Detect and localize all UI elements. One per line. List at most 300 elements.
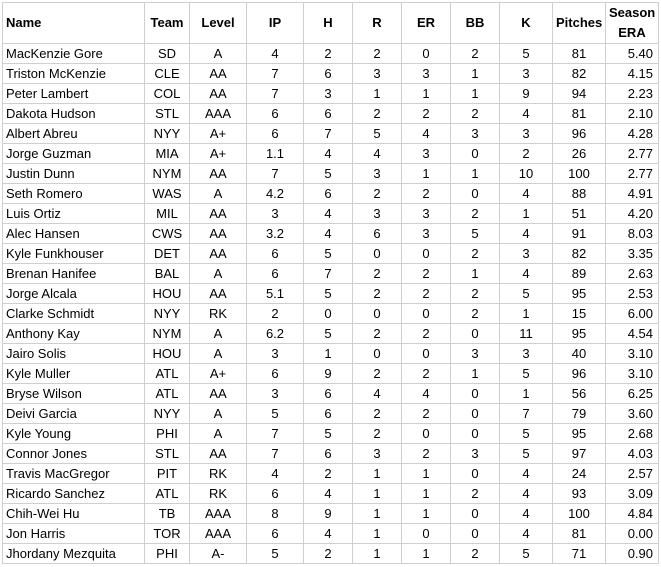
column-header-team[interactable]: Team <box>145 3 190 44</box>
cell-team[interactable]: NYY <box>145 404 190 424</box>
cell-r[interactable]: 2 <box>353 104 402 124</box>
cell-er[interactable]: 2 <box>402 404 451 424</box>
cell-bb[interactable]: 0 <box>451 404 500 424</box>
cell-pitches[interactable]: 95 <box>553 324 606 344</box>
cell-level[interactable]: A <box>190 344 247 364</box>
column-header-bb[interactable]: BB <box>451 3 500 44</box>
cell-h[interactable]: 6 <box>304 384 353 404</box>
cell-k[interactable]: 1 <box>500 304 553 324</box>
cell-er[interactable]: 3 <box>402 64 451 84</box>
cell-k[interactable]: 1 <box>500 384 553 404</box>
column-header-season-era[interactable] <box>606 3 659 44</box>
cell-h[interactable]: 6 <box>304 64 353 84</box>
cell-bb[interactable]: 0 <box>451 504 500 524</box>
cell-ip[interactable]: 6 <box>247 524 304 544</box>
cell-k[interactable]: 5 <box>500 444 553 464</box>
cell-bb[interactable]: 0 <box>451 384 500 404</box>
cell-team[interactable]: NYY <box>145 124 190 144</box>
cell-team[interactable]: STL <box>145 444 190 464</box>
cell-name[interactable]: Clarke Schmidt <box>3 304 145 324</box>
cell-team[interactable]: SD <box>145 44 190 64</box>
cell-name[interactable]: Deivi Garcia <box>3 404 145 424</box>
cell-name[interactable]: Kyle Funkhouser <box>3 244 145 264</box>
cell-bb[interactable]: 2 <box>451 204 500 224</box>
cell-er[interactable]: 3 <box>402 224 451 244</box>
cell-pitches[interactable]: 95 <box>553 424 606 444</box>
cell-k[interactable]: 5 <box>500 284 553 304</box>
cell-r[interactable]: 2 <box>353 364 402 384</box>
cell-er[interactable]: 0 <box>402 344 451 364</box>
cell-er[interactable]: 2 <box>402 184 451 204</box>
cell-k[interactable]: 3 <box>500 244 553 264</box>
cell-level[interactable]: RK <box>190 464 247 484</box>
cell-er[interactable]: 4 <box>402 384 451 404</box>
cell-h[interactable]: 6 <box>304 444 353 464</box>
cell-r[interactable]: 2 <box>353 264 402 284</box>
cell-r[interactable]: 1 <box>353 464 402 484</box>
cell-h[interactable]: 6 <box>304 184 353 204</box>
cell-r[interactable]: 1 <box>353 504 402 524</box>
cell-k[interactable]: 3 <box>500 64 553 84</box>
cell-ip[interactable]: 6 <box>247 484 304 504</box>
column-header-er[interactable]: ER <box>402 3 451 44</box>
cell-level[interactable]: RK <box>190 304 247 324</box>
cell-level[interactable]: AA <box>190 164 247 184</box>
cell-k[interactable]: 4 <box>500 484 553 504</box>
cell-er[interactable]: 2 <box>402 264 451 284</box>
cell-ip[interactable]: 3 <box>247 344 304 364</box>
cell-ip[interactable]: 7 <box>247 64 304 84</box>
cell-k[interactable]: 5 <box>500 544 553 564</box>
cell-team[interactable]: HOU <box>145 284 190 304</box>
cell-ip[interactable]: 8 <box>247 504 304 524</box>
cell-pitches[interactable]: 100 <box>553 164 606 184</box>
cell-k[interactable]: 7 <box>500 404 553 424</box>
cell-team[interactable]: NYY <box>145 304 190 324</box>
cell-name[interactable]: Jon Harris <box>3 524 145 544</box>
cell-pitches[interactable]: 24 <box>553 464 606 484</box>
cell-ip[interactable]: 3 <box>247 204 304 224</box>
cell-bb[interactable]: 2 <box>451 284 500 304</box>
cell-er[interactable]: 1 <box>402 544 451 564</box>
cell-season-era[interactable]: 0.00 <box>606 524 659 544</box>
cell-team[interactable]: MIA <box>145 144 190 164</box>
cell-name[interactable]: Alec Hansen <box>3 224 145 244</box>
cell-team[interactable]: TOR <box>145 524 190 544</box>
cell-ip[interactable]: 6 <box>247 244 304 264</box>
cell-ip[interactable]: 5.1 <box>247 284 304 304</box>
cell-bb[interactable]: 1 <box>451 84 500 104</box>
cell-r[interactable]: 6 <box>353 224 402 244</box>
cell-name[interactable]: Chih-Wei Hu <box>3 504 145 524</box>
cell-level[interactable]: RK <box>190 484 247 504</box>
cell-ip[interactable]: 7 <box>247 84 304 104</box>
cell-pitches[interactable]: 51 <box>553 204 606 224</box>
cell-er[interactable]: 1 <box>402 484 451 504</box>
cell-bb[interactable]: 5 <box>451 224 500 244</box>
cell-pitches[interactable]: 100 <box>553 504 606 524</box>
cell-bb[interactable]: 0 <box>451 324 500 344</box>
cell-name[interactable]: Bryse Wilson <box>3 384 145 404</box>
cell-level[interactable]: A <box>190 184 247 204</box>
cell-bb[interactable]: 2 <box>451 104 500 124</box>
cell-er[interactable]: 2 <box>402 364 451 384</box>
cell-level[interactable]: A <box>190 404 247 424</box>
cell-bb[interactable]: 0 <box>451 464 500 484</box>
table-row <box>3 424 659 444</box>
cell-r[interactable]: 0 <box>353 304 402 324</box>
cell-name[interactable]: Albert Abreu <box>3 124 145 144</box>
cell-k[interactable]: 4 <box>500 504 553 524</box>
cell-bb[interactable]: 0 <box>451 524 500 544</box>
cell-bb[interactable]: 2 <box>451 44 500 64</box>
cell-er[interactable]: 1 <box>402 164 451 184</box>
cell-level[interactable]: AAA <box>190 524 247 544</box>
cell-pitches[interactable]: 81 <box>553 44 606 64</box>
cell-pitches[interactable]: 56 <box>553 384 606 404</box>
cell-r[interactable]: 5 <box>353 124 402 144</box>
cell-h[interactable]: 6 <box>304 404 353 424</box>
cell-r[interactable]: 1 <box>353 84 402 104</box>
cell-ip[interactable]: 5 <box>247 404 304 424</box>
cell-r[interactable]: 4 <box>353 144 402 164</box>
cell-ip[interactable]: 6 <box>247 104 304 124</box>
cell-k[interactable]: 4 <box>500 184 553 204</box>
cell-season-era[interactable]: 6.25 <box>606 384 659 404</box>
cell-k[interactable]: 5 <box>500 424 553 444</box>
cell-bb[interactable]: 3 <box>451 444 500 464</box>
cell-er[interactable]: 2 <box>402 444 451 464</box>
cell-pitches[interactable]: 95 <box>553 284 606 304</box>
cell-team[interactable]: ATL <box>145 384 190 404</box>
cell-level[interactable]: A+ <box>190 124 247 144</box>
cell-name[interactable]: Jhordany Mezquita <box>3 544 145 564</box>
cell-k[interactable]: 4 <box>500 104 553 124</box>
cell-pitches[interactable]: 96 <box>553 364 606 384</box>
cell-r[interactable]: 2 <box>353 404 402 424</box>
column-header-name[interactable]: Name <box>3 3 145 44</box>
cell-er[interactable]: 0 <box>402 524 451 544</box>
cell-level[interactable]: AA <box>190 444 247 464</box>
cell-team[interactable]: STL <box>145 104 190 124</box>
cell-k[interactable]: 1 <box>500 204 553 224</box>
cell-team[interactable]: COL <box>145 84 190 104</box>
cell-name[interactable]: Brenan Hanifee <box>3 264 145 284</box>
cell-season-era[interactable]: 3.10 <box>606 364 659 384</box>
cell-name[interactable]: Kyle Young <box>3 424 145 444</box>
cell-er[interactable]: 0 <box>402 424 451 444</box>
cell-k[interactable]: 10 <box>500 164 553 184</box>
cell-season-era[interactable]: 4.20 <box>606 204 659 224</box>
cell-name[interactable]: Triston McKenzie <box>3 64 145 84</box>
cell-r[interactable]: 1 <box>353 544 402 564</box>
cell-season-era[interactable]: 2.77 <box>606 164 659 184</box>
cell-k[interactable]: 5 <box>500 44 553 64</box>
cell-ip[interactable]: 4 <box>247 464 304 484</box>
cell-name[interactable]: Anthony Kay <box>3 324 145 344</box>
cell-h[interactable]: 2 <box>304 544 353 564</box>
cell-team[interactable]: PIT <box>145 464 190 484</box>
column-header-r[interactable]: R <box>353 3 402 44</box>
cell-season-era[interactable]: 8.03 <box>606 224 659 244</box>
cell-h[interactable]: 0 <box>304 304 353 324</box>
cell-season-era[interactable]: 0.90 <box>606 544 659 564</box>
cell-season-era[interactable]: 4.91 <box>606 184 659 204</box>
cell-level[interactable]: A <box>190 264 247 284</box>
cell-season-era[interactable]: 6.00 <box>606 304 659 324</box>
cell-pitches[interactable]: 40 <box>553 344 606 364</box>
cell-level[interactable]: A+ <box>190 144 247 164</box>
cell-level[interactable]: A- <box>190 544 247 564</box>
column-header-k[interactable]: K <box>500 3 553 44</box>
cell-level[interactable]: AA <box>190 284 247 304</box>
cell-level[interactable]: AA <box>190 244 247 264</box>
cell-h[interactable]: 4 <box>304 484 353 504</box>
cell-k[interactable]: 4 <box>500 464 553 484</box>
cell-r[interactable]: 2 <box>353 44 402 64</box>
cell-h[interactable]: 7 <box>304 124 353 144</box>
cell-bb[interactable]: 1 <box>451 64 500 84</box>
cell-level[interactable]: A <box>190 324 247 344</box>
cell-pitches[interactable]: 81 <box>553 104 606 124</box>
cell-season-era[interactable]: 4.03 <box>606 444 659 464</box>
column-header-ip[interactable]: IP <box>247 3 304 44</box>
cell-bb[interactable]: 2 <box>451 304 500 324</box>
cell-ip[interactable]: 4.2 <box>247 184 304 204</box>
cell-level[interactable]: AA <box>190 224 247 244</box>
cell-k[interactable]: 9 <box>500 84 553 104</box>
column-header-pitches[interactable]: Pitches <box>553 3 606 44</box>
cell-pitches[interactable]: 88 <box>553 184 606 204</box>
cell-pitches[interactable]: 89 <box>553 264 606 284</box>
cell-pitches[interactable]: 82 <box>553 244 606 264</box>
cell-season-era[interactable]: 2.63 <box>606 264 659 284</box>
cell-h[interactable]: 5 <box>304 424 353 444</box>
cell-name[interactable]: Jorge Guzman <box>3 144 145 164</box>
table-row <box>3 364 659 384</box>
cell-h[interactable]: 4 <box>304 204 353 224</box>
cell-r[interactable]: 4 <box>353 384 402 404</box>
cell-bb[interactable]: 3 <box>451 124 500 144</box>
cell-er[interactable]: 1 <box>402 84 451 104</box>
column-header-h[interactable]: H <box>304 3 353 44</box>
cell-ip[interactable]: 7 <box>247 444 304 464</box>
cell-er[interactable]: 2 <box>402 284 451 304</box>
cell-name[interactable]: Kyle Muller <box>3 364 145 384</box>
cell-k[interactable]: 4 <box>500 224 553 244</box>
cell-r[interactable]: 2 <box>353 424 402 444</box>
cell-level[interactable]: A+ <box>190 364 247 384</box>
cell-team[interactable]: BAL <box>145 264 190 284</box>
cell-pitches[interactable]: 71 <box>553 544 606 564</box>
cell-ip[interactable]: 6 <box>247 364 304 384</box>
cell-pitches[interactable]: 94 <box>553 84 606 104</box>
cell-r[interactable]: 2 <box>353 324 402 344</box>
cell-pitches[interactable]: 96 <box>553 124 606 144</box>
cell-pitches[interactable]: 97 <box>553 444 606 464</box>
cell-er[interactable]: 1 <box>402 464 451 484</box>
cell-season-era[interactable]: 2.68 <box>606 424 659 444</box>
cell-level[interactable]: A <box>190 44 247 64</box>
cell-season-era[interactable]: 3.09 <box>606 484 659 504</box>
cell-bb[interactable]: 2 <box>451 484 500 504</box>
cell-bb[interactable]: 1 <box>451 364 500 384</box>
cell-ip[interactable]: 4 <box>247 44 304 64</box>
cell-team[interactable]: PHI <box>145 544 190 564</box>
cell-r[interactable]: 3 <box>353 164 402 184</box>
cell-name[interactable]: Luis Ortiz <box>3 204 145 224</box>
cell-level[interactable]: AA <box>190 64 247 84</box>
cell-name[interactable]: Dakota Hudson <box>3 104 145 124</box>
cell-er[interactable]: 2 <box>402 104 451 124</box>
cell-h[interactable]: 2 <box>304 44 353 64</box>
cell-season-era[interactable]: 2.23 <box>606 84 659 104</box>
cell-h[interactable]: 5 <box>304 244 353 264</box>
cell-r[interactable]: 1 <box>353 484 402 504</box>
cell-pitches[interactable]: 26 <box>553 144 606 164</box>
cell-bb[interactable]: 0 <box>451 184 500 204</box>
cell-pitches[interactable]: 15 <box>553 304 606 324</box>
cell-ip[interactable]: 6 <box>247 124 304 144</box>
cell-team[interactable]: ATL <box>145 484 190 504</box>
cell-h[interactable]: 1 <box>304 344 353 364</box>
cell-ip[interactable]: 6 <box>247 264 304 284</box>
cell-h[interactable]: 6 <box>304 104 353 124</box>
cell-ip[interactable]: 3.2 <box>247 224 304 244</box>
cell-team[interactable]: NYM <box>145 324 190 344</box>
cell-er[interactable]: 2 <box>402 324 451 344</box>
cell-k[interactable]: 5 <box>500 364 553 384</box>
cell-h[interactable]: 7 <box>304 264 353 284</box>
cell-bb[interactable]: 2 <box>451 244 500 264</box>
cell-level[interactable]: AA <box>190 84 247 104</box>
cell-h[interactable]: 4 <box>304 144 353 164</box>
cell-pitches[interactable]: 81 <box>553 524 606 544</box>
cell-name[interactable]: Seth Romero <box>3 184 145 204</box>
cell-team[interactable]: PHI <box>145 424 190 444</box>
cell-ip[interactable]: 1.1 <box>247 144 304 164</box>
cell-pitches[interactable]: 91 <box>553 224 606 244</box>
cell-team[interactable]: NYM <box>145 164 190 184</box>
cell-name[interactable]: Connor Jones <box>3 444 145 464</box>
cell-k[interactable]: 3 <box>500 124 553 144</box>
cell-r[interactable]: 0 <box>353 244 402 264</box>
cell-name[interactable]: Ricardo Sanchez <box>3 484 145 504</box>
cell-bb[interactable]: 1 <box>451 264 500 284</box>
cell-level[interactable]: AA <box>190 204 247 224</box>
cell-r[interactable]: 3 <box>353 64 402 84</box>
cell-ip[interactable]: 2 <box>247 304 304 324</box>
cell-r[interactable]: 0 <box>353 344 402 364</box>
cell-k[interactable]: 4 <box>500 524 553 544</box>
cell-team[interactable]: DET <box>145 244 190 264</box>
cell-h[interactable]: 5 <box>304 284 353 304</box>
cell-er[interactable]: 0 <box>402 244 451 264</box>
cell-h[interactable]: 5 <box>304 324 353 344</box>
cell-season-era[interactable]: 3.10 <box>606 344 659 364</box>
cell-name[interactable]: Travis MacGregor <box>3 464 145 484</box>
cell-er[interactable]: 0 <box>402 304 451 324</box>
cell-bb[interactable]: 2 <box>451 544 500 564</box>
cell-name[interactable]: Justin Dunn <box>3 164 145 184</box>
cell-ip[interactable]: 6.2 <box>247 324 304 344</box>
cell-season-era[interactable]: 4.54 <box>606 324 659 344</box>
cell-season-era[interactable]: 4.15 <box>606 64 659 84</box>
cell-ip[interactable]: 3 <box>247 384 304 404</box>
cell-pitches[interactable]: 93 <box>553 484 606 504</box>
cell-k[interactable]: 2 <box>500 144 553 164</box>
cell-er[interactable]: 3 <box>402 204 451 224</box>
cell-pitches[interactable]: 82 <box>553 64 606 84</box>
table-row <box>3 44 659 64</box>
cell-h[interactable]: 9 <box>304 364 353 384</box>
cell-er[interactable]: 4 <box>402 124 451 144</box>
cell-team[interactable]: HOU <box>145 344 190 364</box>
cell-bb[interactable]: 1 <box>451 164 500 184</box>
cell-h[interactable]: 4 <box>304 224 353 244</box>
cell-level[interactable]: A <box>190 424 247 444</box>
cell-name[interactable]: Peter Lambert <box>3 84 145 104</box>
column-header-level[interactable]: Level <box>190 3 247 44</box>
cell-bb[interactable]: 3 <box>451 344 500 364</box>
cell-season-era[interactable]: 4.84 <box>606 504 659 524</box>
cell-season-era[interactable]: 2.77 <box>606 144 659 164</box>
cell-h[interactable]: 9 <box>304 504 353 524</box>
cell-season-era[interactable]: 3.35 <box>606 244 659 264</box>
cell-r[interactable]: 3 <box>353 204 402 224</box>
cell-er[interactable]: 3 <box>402 144 451 164</box>
cell-team[interactable]: WAS <box>145 184 190 204</box>
cell-team[interactable]: MIL <box>145 204 190 224</box>
cell-season-era[interactable]: 5.40 <box>606 44 659 64</box>
cell-h[interactable]: 3 <box>304 84 353 104</box>
cell-name[interactable]: MacKenzie Gore <box>3 44 145 64</box>
cell-k[interactable]: 11 <box>500 324 553 344</box>
cell-team[interactable]: CLE <box>145 64 190 84</box>
cell-level[interactable]: AAA <box>190 504 247 524</box>
cell-season-era[interactable]: 2.10 <box>606 104 659 124</box>
cell-r[interactable]: 3 <box>353 444 402 464</box>
cell-pitches[interactable]: 79 <box>553 404 606 424</box>
cell-er[interactable]: 1 <box>402 504 451 524</box>
cell-r[interactable]: 2 <box>353 284 402 304</box>
cell-team[interactable]: ATL <box>145 364 190 384</box>
cell-ip[interactable]: 7 <box>247 424 304 444</box>
cell-k[interactable]: 4 <box>500 264 553 284</box>
cell-name[interactable]: Jairo Solis <box>3 344 145 364</box>
cell-level[interactable]: AA <box>190 384 247 404</box>
cell-team[interactable]: TB <box>145 504 190 524</box>
cell-bb[interactable]: 0 <box>451 144 500 164</box>
cell-bb[interactable]: 0 <box>451 424 500 444</box>
cell-ip[interactable]: 7 <box>247 164 304 184</box>
cell-name[interactable]: Jorge Alcala <box>3 284 145 304</box>
cell-r[interactable]: 1 <box>353 524 402 544</box>
cell-season-era[interactable]: 2.53 <box>606 284 659 304</box>
cell-k[interactable]: 3 <box>500 344 553 364</box>
cell-team[interactable]: CWS <box>145 224 190 244</box>
cell-ip[interactable]: 5 <box>247 544 304 564</box>
cell-h[interactable]: 2 <box>304 464 353 484</box>
cell-h[interactable]: 5 <box>304 164 353 184</box>
cell-h[interactable]: 4 <box>304 524 353 544</box>
cell-r[interactable]: 2 <box>353 184 402 204</box>
cell-season-era[interactable]: 2.57 <box>606 464 659 484</box>
cell-level[interactable]: AAA <box>190 104 247 124</box>
cell-season-era[interactable]: 4.28 <box>606 124 659 144</box>
cell-season-era[interactable]: 3.60 <box>606 404 659 424</box>
cell-er[interactable]: 0 <box>402 44 451 64</box>
